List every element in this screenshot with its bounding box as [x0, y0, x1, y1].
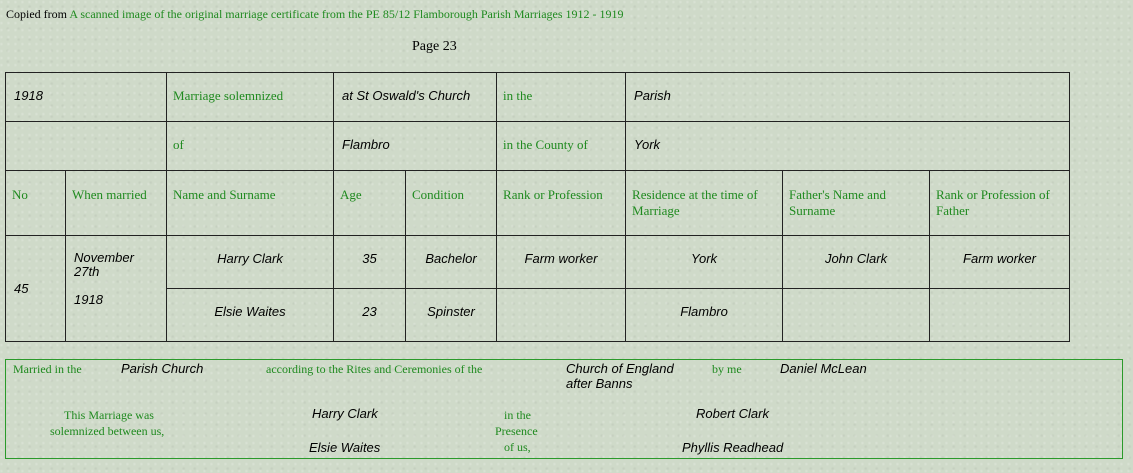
- source-line: [6, 7, 624, 22]
- col-header: [6, 171, 66, 236]
- bride-age-cell: [334, 289, 406, 342]
- officiant-value: Daniel McLean: [780, 361, 867, 376]
- col-header: [406, 171, 497, 236]
- marriage-details-box: [5, 359, 1123, 459]
- col-header: [66, 171, 167, 236]
- by-me-label: by me: [712, 362, 742, 376]
- signer-groom: Harry Clark: [312, 406, 378, 421]
- table-row-groom: [6, 236, 1070, 289]
- col-header-when: When married: [72, 187, 147, 202]
- col-header-age: Age: [340, 187, 362, 202]
- year-value: 1918: [14, 88, 43, 103]
- col-header-father: Father's Name and Surname: [789, 187, 886, 218]
- groom-profession: Farm worker: [524, 251, 598, 266]
- groom-name: Harry Clark: [217, 251, 283, 266]
- col-header-residence: Residence at the time of Marriage: [632, 187, 758, 218]
- bride-age: 23: [362, 304, 377, 319]
- of-label: of: [173, 137, 184, 152]
- date-line2: 1918: [74, 292, 103, 307]
- source-link[interactable]: A scanned image of the original marriage certificate from the PE 85/12 Flamborough Parish Marriages 1912 - 1919: [69, 7, 624, 21]
- bride-profession-cell: [497, 289, 626, 342]
- county-label-cell: [497, 122, 626, 171]
- bride-condition: Spinster: [427, 304, 475, 319]
- column-header-row: [6, 171, 1070, 236]
- groom-father-profession: Farm worker: [963, 251, 1036, 266]
- presence-label-2: Presence: [495, 424, 538, 438]
- witness-1: Robert Clark: [696, 406, 769, 421]
- col-header: [783, 171, 930, 236]
- married-in-value: Parish Church: [121, 361, 204, 376]
- witness-2: Phyllis Readhead: [682, 440, 784, 455]
- groom-father-profession-cell: [930, 236, 1070, 289]
- groom-father: John Clark: [824, 251, 888, 266]
- register-row-1: [6, 73, 1070, 122]
- col-header-rank: Rank or Profession: [503, 187, 603, 202]
- bride-residence-cell: [626, 289, 783, 342]
- county-cell: [626, 122, 1070, 171]
- empty-cell: [6, 122, 167, 171]
- col-header: [167, 171, 334, 236]
- banns-value: after Banns: [566, 376, 633, 391]
- of-label-cell: [167, 122, 334, 171]
- town-cell: [334, 122, 497, 171]
- date-line1: November 27th: [74, 250, 134, 279]
- marriage-register-table: [5, 72, 1070, 342]
- col-header: [930, 171, 1070, 236]
- place-value: at St Oswald's Church: [342, 88, 471, 103]
- parish-value: Parish: [634, 88, 671, 103]
- bride-father-cell: [783, 289, 930, 342]
- signer-bride: Elsie Waites: [309, 440, 381, 455]
- rites-label: according to the Rites and Ceremonies of the: [266, 362, 483, 376]
- groom-father-cell: [783, 236, 930, 289]
- in-the-cell: [497, 73, 626, 122]
- groom-age: 35: [362, 251, 377, 266]
- groom-profession-cell: [497, 236, 626, 289]
- source-prefix: Copied from: [6, 7, 67, 21]
- date-cell: [66, 236, 167, 342]
- bride-father: [783, 289, 929, 304]
- bride-name-cell: [167, 289, 334, 342]
- solemnized-label-1: This Marriage was: [64, 408, 154, 422]
- bride-father-profession: [930, 289, 1069, 304]
- place-cell: [334, 73, 497, 122]
- bride-father-profession-cell: [930, 289, 1070, 342]
- groom-residence-cell: [626, 236, 783, 289]
- col-header: [626, 171, 783, 236]
- presence-label-3: of us,: [504, 440, 531, 454]
- bride-condition-cell: [406, 289, 497, 342]
- entry-number-cell: [6, 236, 66, 342]
- register-row-2: [6, 122, 1070, 171]
- presence-label-1: in the: [504, 408, 531, 422]
- solemnized-label-2: solemnized between us,: [50, 424, 165, 438]
- bride-profession: [497, 289, 625, 304]
- parish-cell: [626, 73, 1070, 122]
- bride-name: Elsie Waites: [214, 304, 286, 319]
- county-label: in the County of: [503, 137, 588, 152]
- entry-number: 45: [14, 281, 29, 296]
- marriage-label-cell: [167, 73, 334, 122]
- col-header-no: No: [12, 187, 28, 202]
- col-header: [334, 171, 406, 236]
- county-value: York: [634, 137, 661, 152]
- groom-age-cell: [334, 236, 406, 289]
- col-header: [497, 171, 626, 236]
- page-number: Page 23: [412, 39, 457, 54]
- bride-residence: Flambro: [680, 304, 728, 319]
- col-header-condition: Condition: [412, 187, 465, 202]
- in-the-label: in the: [503, 88, 533, 103]
- col-header-name: Name and Surname: [173, 187, 276, 202]
- groom-residence: York: [691, 251, 718, 266]
- marriage-label: Marriage solemnized: [173, 88, 284, 103]
- groom-name-cell: [167, 236, 334, 289]
- year-cell: [6, 73, 167, 122]
- married-in-label: Married in the: [13, 362, 82, 376]
- groom-condition: Bachelor: [425, 251, 477, 266]
- col-header-father-rank: Rank or Profession of Father: [936, 187, 1050, 218]
- town-value: Flambro: [342, 137, 390, 152]
- church-value: Church of England: [566, 361, 674, 376]
- groom-condition-cell: [406, 236, 497, 289]
